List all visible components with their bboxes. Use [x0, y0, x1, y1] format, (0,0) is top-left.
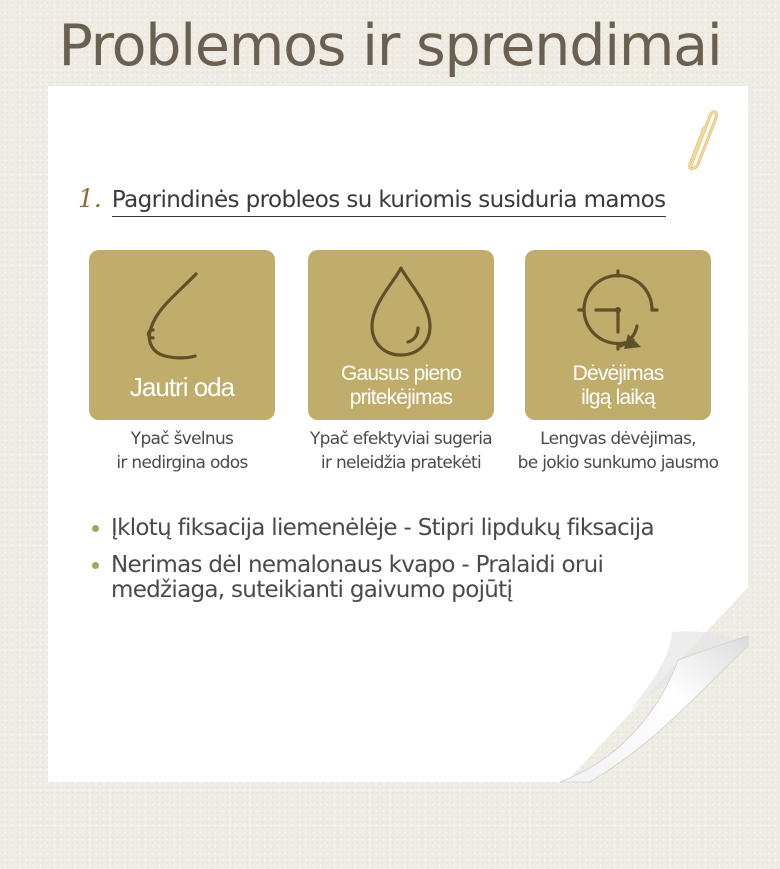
bullet-dot-icon	[92, 525, 99, 532]
card-sensitive-skin	[89, 250, 275, 420]
bullet-dot-icon	[92, 562, 99, 569]
card-caption: Lengvas dėvėjimas, be jokio sunkumo jausmo	[517, 429, 719, 473]
section-heading-text: Pagrindinės probleos su kuriomis susiduria mamos	[112, 187, 666, 217]
page-title: Problemos ir sprendimai	[58, 13, 722, 79]
solutions-list	[90, 516, 690, 615]
paperclip-icon	[676, 106, 722, 178]
list-item: Įklotų fiksacija liemenėlėje - Stipri lipdukų fiksacija	[90, 516, 690, 541]
card-long-wear	[525, 250, 711, 420]
section-number: 1.	[78, 184, 102, 213]
card-caption: Ypač efektyviai sugeria ir neleidžia pratekėti	[309, 429, 493, 473]
list-item: Nerimas dėl nemalonaus kvapo - Pralaidi orui medžiaga, suteikianti gaivumo pojūtį	[90, 553, 671, 603]
card-label: Jautri oda	[129, 372, 235, 402]
card-heavy-leakage	[308, 250, 494, 420]
breast-outline-icon	[89, 260, 275, 360]
card-caption: Ypač švelnus ir nedirgina odos	[116, 429, 248, 473]
card-label: Gausus pieno pritekėjimas	[341, 362, 461, 409]
card-label: Dėvėjimas ilgą laiką	[572, 362, 664, 409]
milk-drop-icon	[308, 260, 494, 360]
section-heading	[78, 184, 666, 220]
clock-refresh-icon	[525, 260, 711, 360]
